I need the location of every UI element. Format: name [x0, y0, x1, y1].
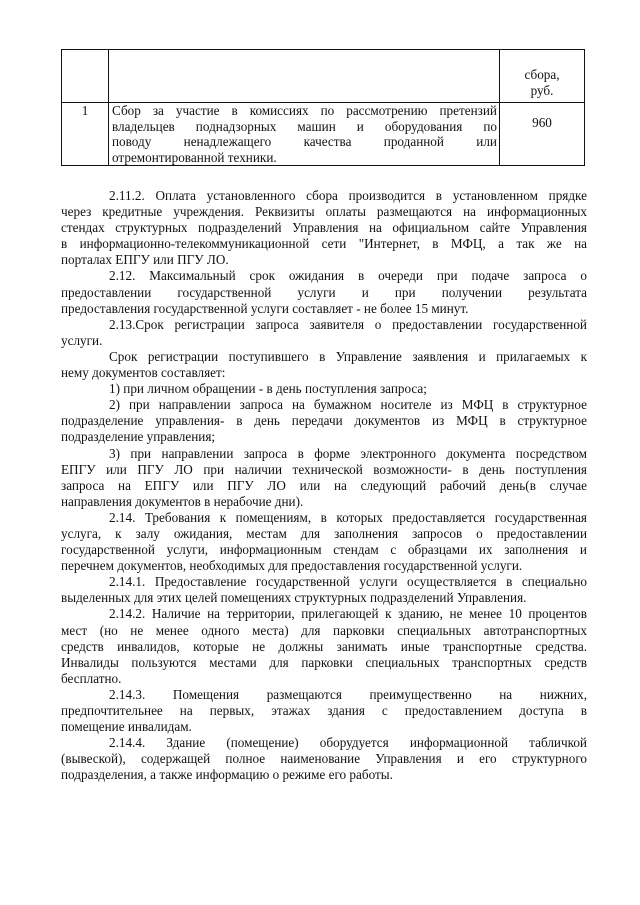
- row-description-line: поводу ненадлежащего качества проданной или: [112, 134, 497, 149]
- header-fee-cell: [500, 50, 585, 103]
- paragraph-line: 2.14.3. Помещения размещаются преимущественно на нижних,: [109, 686, 587, 702]
- paragraph-p2141: [61, 574, 587, 606]
- paragraph-p212: [61, 268, 587, 316]
- paragraph-line: предпочтительнее на первых, этажах здания с предоставлением доступа в: [61, 703, 587, 718]
- paragraph-p213b: [61, 349, 587, 381]
- row-description-line: владельцев поднадзорных машин и оборудования по: [112, 118, 497, 134]
- paragraph-line: помещение инвалидам.: [61, 719, 192, 735]
- paragraph-line: ЕПГУ или ПГУ ЛО при наличии технической возможности- в день поступления: [61, 461, 587, 477]
- paragraph-line: через кредитные учреждения. Реквизиты оплаты размещаются на информационных: [61, 204, 587, 220]
- paragraph-line: 2.14.2. Наличие на территории, прилегающей к зданию, не менее 10 процентов: [109, 606, 587, 622]
- paragraph-line: направления документов в нерабочие дни).: [61, 493, 304, 509]
- paragraph-line: 2) при направлении запроса на бумажном носителе из МФЦ в структурное: [109, 397, 587, 413]
- fee-table: [61, 49, 585, 166]
- paragraph-p214: [61, 510, 587, 574]
- paragraph-line: порталах ЕПГУ или ПГУ ЛО.: [61, 252, 229, 268]
- paragraph-p213: [61, 317, 587, 349]
- paragraph-line: услуга, к залу ожидания, местам для заполнения запросов о предоставлении: [61, 525, 587, 541]
- paragraph-line: 2.11.2. Оплата установленного сбора производится в установленном прядке: [109, 188, 587, 203]
- paragraph-line: нему документов составляет:: [61, 365, 226, 381]
- paragraph-p213e: [61, 446, 587, 510]
- header-fee-label-line: сбора,: [524, 67, 560, 82]
- paragraph-line: 1) при личном обращении - в день поступления запроса;: [109, 381, 427, 397]
- paragraph-line: подразделение управления;: [61, 429, 216, 445]
- paragraph-line: стендах структурных подразделений Управления на официальном сайте Управления: [61, 220, 587, 236]
- paragraph-p213c: [61, 381, 587, 397]
- table-header-row: [62, 50, 585, 103]
- paragraph-line: предоставления государственной услуги составляет - не более 15 минут.: [61, 300, 469, 316]
- paragraph-line: 2.13.Срок регистрации запроса заявителя о предоставлении государственной: [109, 316, 587, 332]
- header-fee-label-line: руб.: [530, 82, 554, 98]
- paragraph-p2112: [61, 188, 587, 268]
- paragraph-line: выделенных для этих целей помещениях структурных подразделений Управления.: [61, 590, 527, 606]
- paragraph-line: запроса на ЕПГУ или ПГУ ЛО или на следующий рабочий день(в случае: [61, 477, 587, 493]
- paragraph-line: предоставлении государственной услуги и при получении результата: [61, 284, 587, 300]
- paragraph-line: государственной услуги, информационным стендам с образцами их заполнения и: [61, 542, 587, 558]
- paragraph-line: Инвалиды пользуются местами для парковки специальных транспортных средств: [61, 654, 587, 670]
- paragraph-p2142: [61, 606, 587, 686]
- row-fee-value: 960: [532, 115, 552, 130]
- row-number: 1: [62, 103, 109, 166]
- paragraph-line: 2.14.1. Предоставление государственной услуги осуществляется в специально: [109, 574, 587, 590]
- body-text: [61, 188, 587, 783]
- paragraph-line: подразделение управления- в день передачи документов из МФЦ в структурное: [61, 413, 587, 429]
- row-description: [109, 103, 500, 166]
- paragraph-p2144: [61, 735, 587, 783]
- paragraph-line: (вывеской), содержащей полное наименование Управления и его структурного: [61, 751, 587, 767]
- paragraph-line: подразделения, а также информацию о режиме его работы.: [61, 767, 393, 783]
- paragraph-line: услуги.: [61, 332, 103, 348]
- paragraph-line: 2.14.4. Здание (помещение) оборудуется информационной табличкой: [109, 735, 587, 751]
- row-fee-cell: [500, 103, 585, 166]
- paragraph-line: 2.14. Требования к помещениям, в которых предоставляется государственная: [109, 509, 587, 525]
- table-row: [62, 103, 585, 166]
- header-description-cell: [109, 50, 500, 103]
- paragraph-line: Срок регистрации поступившего в Управление заявления и прилагаемых к: [109, 348, 587, 364]
- paragraph-line: мест (но не менее одного места) для парковки специальных автотранспортных: [61, 622, 587, 638]
- paragraph-line: в информационно-телекоммуникационной сети "Интернет, в МФЦ, а так же на: [61, 236, 587, 252]
- paragraph-line: 2.12. Максимальный срок ожидания в очереди при подаче запроса о: [109, 268, 587, 284]
- paragraph-line: бесплатно.: [61, 670, 122, 686]
- row-description-line: отремонтированной техники.: [112, 149, 277, 165]
- paragraph-p2143: [61, 687, 587, 735]
- paragraph-line: средств инвалидов, которые не должны занимать иные транспортные средства.: [61, 638, 587, 654]
- paragraph-line: 3) при направлении запроса в форме электронного документа посредством: [109, 445, 587, 461]
- paragraph-line: перечнем документов, необходимых для предоставления государственной услуги.: [61, 558, 523, 574]
- header-number-cell: [62, 50, 109, 103]
- paragraph-p213d: [61, 397, 587, 445]
- row-description-line: Сбор за участие в комиссиях по рассмотрению претензий: [112, 103, 497, 118]
